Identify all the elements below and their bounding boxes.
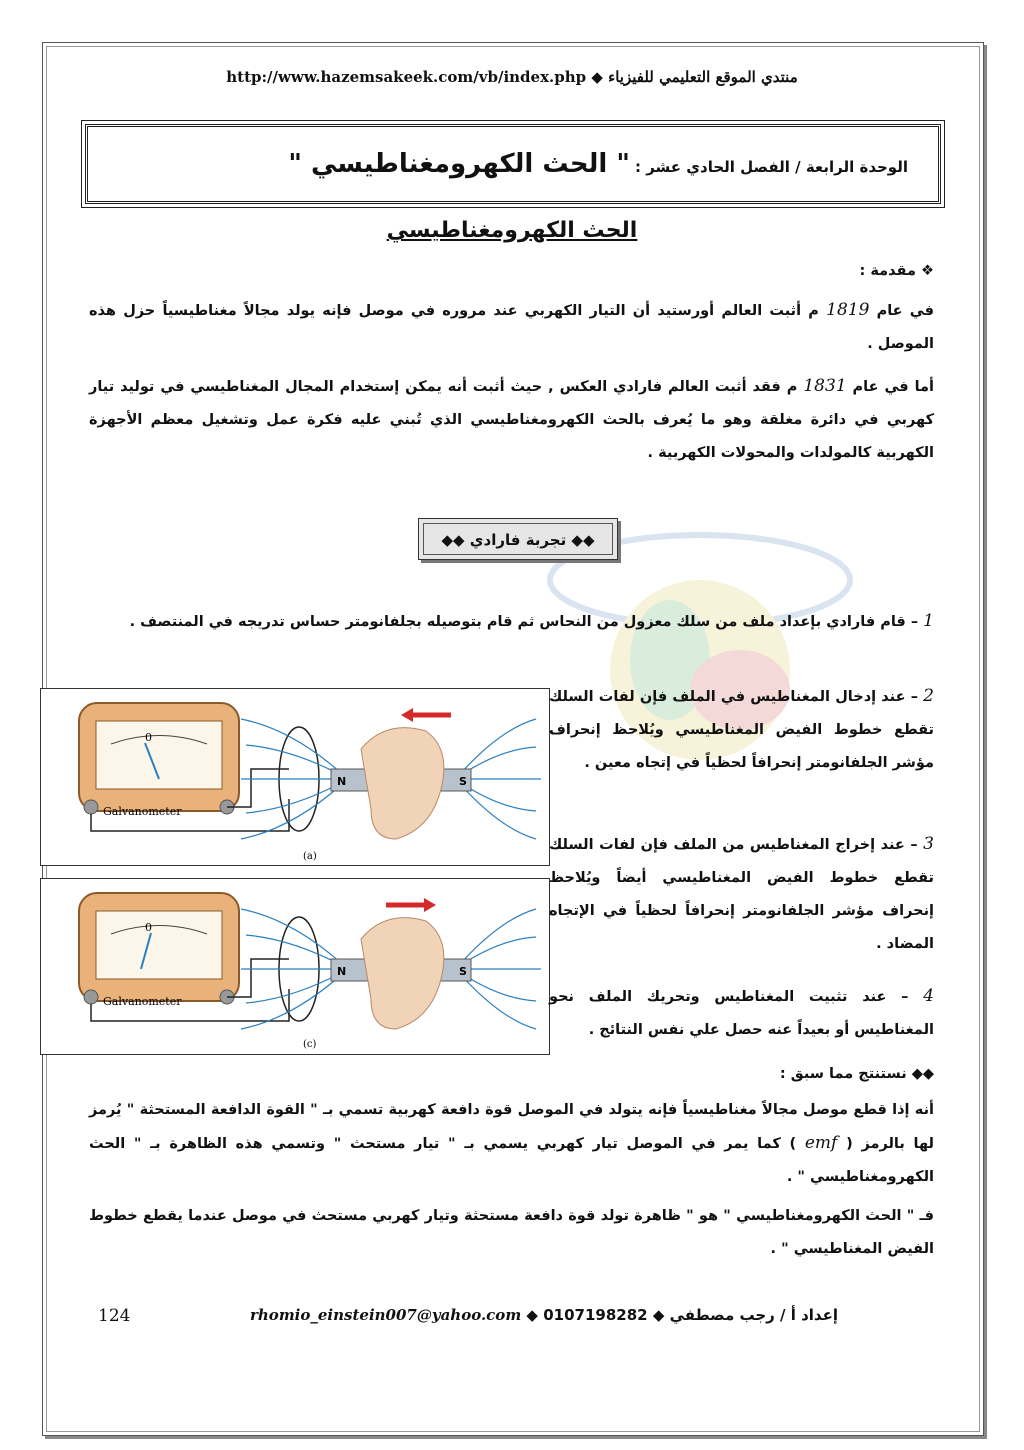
intro-p2-text-a: أما في عام: [852, 379, 934, 395]
conclusion-text-b: ) كما يمر في الموصل تيار كهربي يسمي بـ " تيار مستحث " وتسمي هذه الظاهرة بـ " الحث الكهرومغناطيسي " .: [89, 1136, 934, 1185]
step-3-text: – عند إخراج المغناطيس من الملف فإن لفات السلك تقطع خطوط الفيض المغناطيسي أيضاً ويُلاحظ إنحراف مؤشر الجلفانومتر إنحرافاً لحظياً في الإتجاه المضاد .: [549, 837, 934, 952]
hand: [361, 728, 444, 839]
step-4-number: 4: [923, 986, 934, 1006]
experiment-title: ◆◆ تجربة فارادي ◆◆: [423, 523, 613, 555]
galvanometer-label: Galvanometer: [103, 995, 182, 1008]
header-line: [0, 68, 1024, 86]
figure-a-caption: (a): [303, 851, 317, 862]
intro-p1-text-a: في عام: [876, 303, 934, 319]
hand: [361, 918, 444, 1029]
step-1: [89, 605, 934, 639]
footer-separator: ◆: [526, 1306, 538, 1324]
magnet-south-label: S: [459, 965, 467, 978]
step-3-number: 3: [923, 834, 934, 854]
intro-p2-text-b: م فقد أثبت العالم فارادي العكس , حيث أثبت أنه يمكن إستخدام المجال المغناطيسي في توليد تيار كهربي في دائرة مغلقة وهو ما يُعرف بالحث الكهرومغناطيسي الذي تُبني عليه فكرة عمل وتشغيل معظم الأجهزة الكهربية كالمولدات والمحولات الكهربية .: [89, 379, 934, 461]
year-1819: 1819: [826, 300, 870, 320]
figure-a: [40, 688, 550, 866]
header-separator: ◆: [591, 68, 603, 86]
page-footer: [0, 1306, 1024, 1336]
page-heading: الحث الكهرومغناطيسي: [386, 218, 638, 243]
step-4-text: – عند تثبيت المغناطيس وتحريك الملف نحو المغناطيس أو بعيداً عنه حصل علي نفس النتائج .: [549, 989, 934, 1038]
magnet-north-label: N: [337, 965, 347, 978]
footer-separator: ◆: [652, 1306, 665, 1324]
intro-paragraph-2: [89, 370, 934, 470]
footer-credit: [250, 1306, 950, 1324]
step-4: [549, 980, 934, 1047]
step-2-text: – عند إدخال المغناطيس في الملف فإن لفات السلك تقطع خطوط الفيض المغناطيسي ويُلاحظ إنحراف مؤشر الجلفانومتر إنحرافاً لحظياً في إتجاه معين .: [549, 689, 934, 771]
page-number: 124: [98, 1306, 131, 1326]
chapter-title: " الحث الكهرومغناطيسي ": [288, 149, 630, 179]
galvanometer-label: Galvanometer: [103, 805, 182, 818]
magnet-south-label: S: [459, 775, 467, 788]
figure-c-caption: (c): [303, 1039, 317, 1050]
figure-c: [40, 878, 550, 1055]
conclusion-paragraph: [89, 1094, 934, 1194]
author-email[interactable]: rhomio_einstein007@yahoo.com: [250, 1306, 522, 1324]
intro-paragraph-1: [89, 294, 934, 361]
definition-paragraph: فـ " الحث الكهرومغناطيسي " هو " ظاهرة تولد قوة دافعة مستحثة وتيار كهربي مستحث في موصل عندما يقطع خطوط الفيض المغناطيسي " .: [89, 1208, 934, 1257]
year-1831: 1831: [803, 376, 847, 396]
intro-p1-text-b: م أثبت العالم أورستيد أن التيار الكهربي عند مروره في موصل فإنه يولد مجالاً مغناطيسياً حزل هذه الموصل .: [89, 303, 934, 352]
step-1-number: 1: [923, 611, 934, 631]
author-phone: 0107198282: [543, 1306, 648, 1324]
intro-label: ❖ مقدمة :: [859, 263, 934, 279]
chapter-prefix: الوحدة الرابعة / الفصل الحادي عشر :: [634, 158, 908, 176]
author-name: إعداد أ / رجب مصطفي: [669, 1306, 838, 1324]
step-1-text: – قام فارادي بإعداد ملف من سلك معزول من النحاس ثم قام بتوصيله بجلفانومتر حساس تدريجه في المنتصف .: [129, 614, 919, 630]
galvanometer-dial: [96, 911, 222, 979]
chapter-title-box: [85, 124, 941, 204]
step-2-number: 2: [923, 686, 934, 706]
forum-name: منتدي الموقع التعليمي للفيزياء: [608, 68, 798, 86]
conclusion-text-a: أنه إذا قطع موصل مجالاً مغناطيسياً فإنه يتولد في الموصل قوة دافعة كهربية تسمي بـ " القوة الدافعة المستحثة " يُرمز لها بالرمز (: [89, 1102, 934, 1152]
step-3: [549, 828, 934, 961]
experiment-title-box: [418, 518, 618, 560]
conclusion-label: ◆◆ نستنتج مما سبق :: [779, 1066, 934, 1082]
emf-symbol: emf: [804, 1133, 838, 1153]
dial-zero-label: 0: [145, 921, 152, 934]
dial-zero-label: 0: [145, 731, 152, 744]
forum-url-link[interactable]: http://www.hazemsakeek.com/vb/index.php: [226, 68, 587, 86]
magnet-north-label: N: [337, 775, 347, 788]
step-2: [549, 680, 934, 780]
